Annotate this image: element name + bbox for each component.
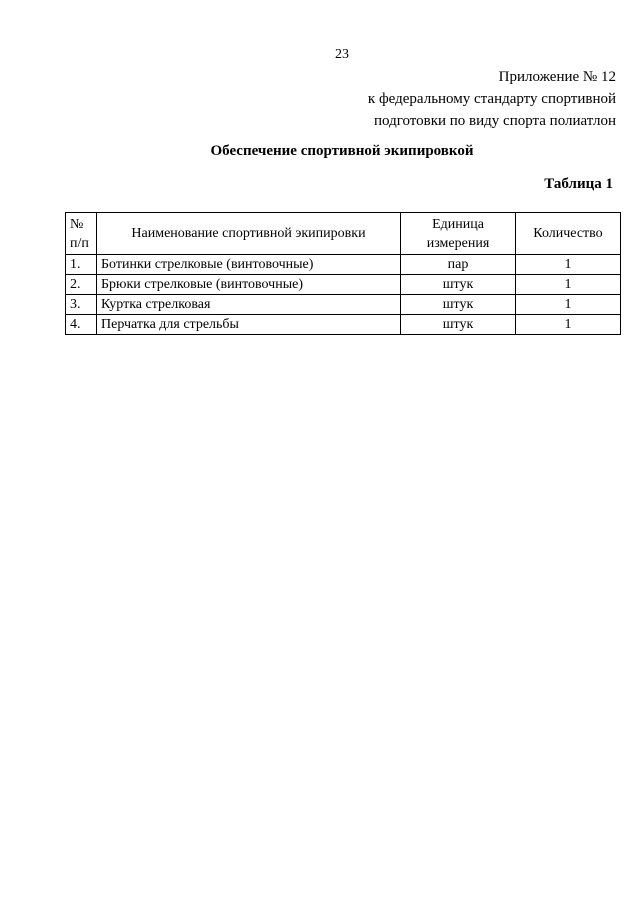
table-header-row bbox=[66, 213, 621, 255]
header-number: № п/п bbox=[66, 213, 97, 255]
table-row bbox=[66, 315, 621, 335]
appendix-line: подготовки по виду спорта полиатлон bbox=[373, 113, 616, 129]
quantity: 1 bbox=[516, 255, 621, 275]
appendix-line: Приложение № 12 bbox=[498, 69, 616, 85]
quantity: 1 bbox=[516, 275, 621, 295]
table-label: Таблица 1 bbox=[544, 176, 613, 192]
unit: штук bbox=[401, 275, 516, 295]
row-number: 2. bbox=[66, 275, 97, 295]
row-number: 1. bbox=[66, 255, 97, 275]
appendix-line: к федеральному стандарту спортивной bbox=[367, 91, 616, 107]
item-name: Брюки стрелковые (винтовочные) bbox=[97, 275, 401, 295]
page-number: 23 bbox=[335, 47, 349, 62]
document-title: Обеспечение спортивной экипировкой bbox=[210, 143, 474, 159]
unit: штук bbox=[401, 295, 516, 315]
unit: штук bbox=[401, 315, 516, 335]
row-number: 3. bbox=[66, 295, 97, 315]
header-name: Наименование спортивной экипировки bbox=[97, 213, 401, 255]
unit: пар bbox=[401, 255, 516, 275]
quantity: 1 bbox=[516, 295, 621, 315]
table-row bbox=[66, 255, 621, 275]
quantity: 1 bbox=[516, 315, 621, 335]
table-row bbox=[66, 275, 621, 295]
item-name: Ботинки стрелковые (винтовочные) bbox=[97, 255, 401, 275]
equipment-table bbox=[65, 212, 621, 335]
row-number: 4. bbox=[66, 315, 97, 335]
item-name: Перчатка для стрельбы bbox=[97, 315, 401, 335]
header-unit: Единица измерения bbox=[401, 213, 516, 255]
table-row bbox=[66, 295, 621, 315]
item-name: Куртка стрелковая bbox=[97, 295, 401, 315]
header-quantity: Количество bbox=[516, 213, 621, 255]
